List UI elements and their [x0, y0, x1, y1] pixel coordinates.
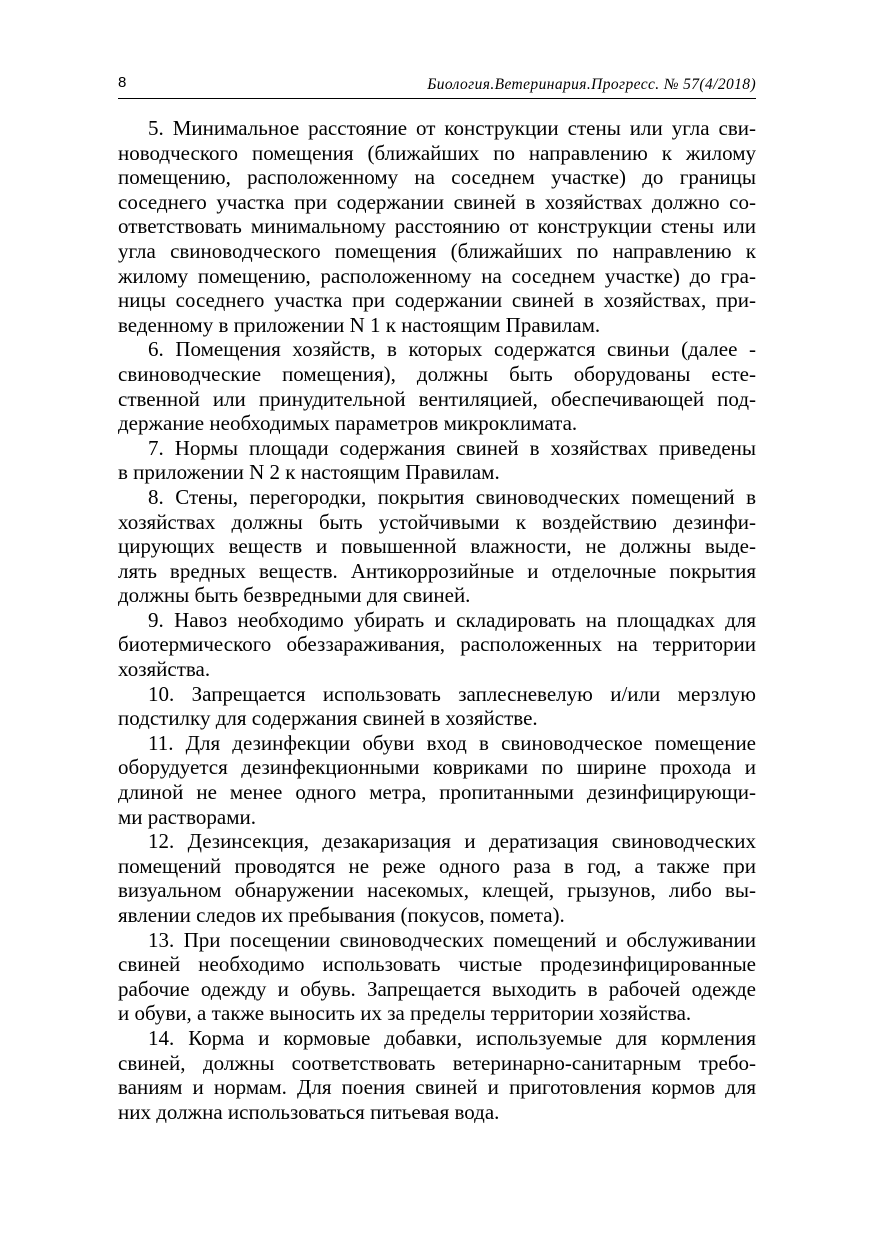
text-line: новодческого помещения (ближайших по направлению к жилому: [118, 140, 756, 165]
text-line: соседнего участка при содержании свиней в хозяйствах должно со-: [118, 189, 756, 214]
paragraph-1: [118, 116, 756, 337]
text-line: ми растворами.: [118, 804, 256, 829]
text-line: 8. Стены, перегородки, покрытия свиноводческих помещений в: [148, 484, 756, 509]
text-line: в приложении N 2 к настоящим Правилам.: [118, 460, 500, 485]
text-line: ницы соседнего участка при содержании свиней в хозяйствах, при-: [118, 288, 756, 313]
text-line: биотермического обеззараживания, расположенных на территории: [118, 632, 756, 657]
text-line: свиней необходимо использовать чистые продезинфицированные: [118, 952, 756, 977]
text-line: рабочие одежду и обувь. Запрещается выходить в рабочей одежде: [118, 976, 756, 1001]
paragraph-9: [118, 928, 756, 1026]
text-line: 5. Минимальное расстояние от конструкции стены или угла сви-: [148, 116, 756, 140]
text-line: и обуви, а также выносить их за пределы территории хозяйства.: [118, 1001, 692, 1026]
text-line: угла свиноводческого помещения (ближайших по направлению к: [118, 238, 756, 263]
text-line: ственной или принудительной вентиляцией, обеспечивающей под-: [118, 386, 756, 411]
text-line: 10. Запрещается использовать заплесневелую и/или мерзлую: [148, 681, 756, 706]
text-line: помещению, расположенному на соседнем участке) до границы: [118, 165, 756, 190]
text-line: подстилку для содержания свиней в хозяйстве.: [118, 706, 538, 731]
paragraph-3: [118, 436, 756, 485]
text-line: должны быть безвредными для свиней.: [118, 583, 471, 608]
text-line: 9. Навоз необходимо убирать и складировать на площадках для: [148, 607, 756, 632]
text-line: цирующих веществ и повышенной влажности, не должны выде-: [118, 534, 756, 559]
text-line: длиной не менее одного метра, пропитанными дезинфицирующи-: [118, 780, 756, 805]
text-line: свиней, должны соответствовать ветеринарно-санитарным требо-: [118, 1050, 756, 1075]
text-line: ответствовать минимальному расстоянию от конструкции стены или: [118, 214, 756, 239]
page-number: 8: [118, 74, 127, 91]
text-line: визуальном обнаружении насекомых, клещей, грызунов, либо вы-: [118, 878, 756, 903]
text-line: 14. Корма и кормовые добавки, используемые для кормления: [148, 1025, 756, 1050]
paragraph-7: [118, 731, 756, 829]
text-line: 13. При посещении свиноводческих помещений и обслуживании: [148, 927, 756, 952]
text-line: держание необходимых параметров микроклимата.: [118, 411, 578, 436]
paragraph-10: [118, 1026, 756, 1124]
text-line: 11. Для дезинфекции обуви вход в свиноводческое помещение: [148, 730, 756, 755]
paragraph-5: [118, 608, 756, 682]
paragraph-4: [118, 485, 756, 608]
text-line: лять вредных веществ. Антикоррозийные и отделочные покрытия: [118, 558, 756, 583]
text-line: 6. Помещения хозяйств, в которых содержатся свиньи (далее -: [148, 337, 756, 362]
text-line: хозяйства.: [118, 657, 211, 682]
paragraph-6: [118, 682, 756, 731]
text-line: явлении следов их пребывания (покусов, помета).: [118, 903, 565, 927]
body-text: [118, 116, 756, 1124]
text-line: жилому помещению, расположенному на соседнем участке) до гра-: [118, 263, 756, 288]
text-line: ваниям и нормам. Для поения свиней и приготовления кормов для: [118, 1075, 756, 1100]
text-line: них должна использоваться питьевая вода.: [118, 1099, 500, 1124]
text-line: оборудуется дезинфекционными ковриками по ширине прохода и: [118, 755, 756, 780]
text-line: 7. Нормы площади содержания свиней в хозяйствах приведены: [148, 435, 756, 460]
journal-title: Биология.Ветеринария.Прогресс. № 57(4/2018): [427, 76, 756, 93]
paragraph-2: [118, 337, 756, 435]
text-line: веденному в приложении N 1 к настоящим Правилам.: [118, 312, 601, 337]
running-header: [118, 72, 756, 99]
text-line: 12. Дезинсекция, дезакаризация и дератизация свиноводческих: [148, 829, 756, 854]
text-line: свиноводческие помещения), должны быть оборудованы есте-: [118, 361, 756, 386]
text-line: хозяйствах должны быть устойчивыми к воздействию дезинфи-: [118, 509, 756, 534]
paragraph-8: [118, 829, 756, 927]
text-line: помещений проводятся не реже одного раза в год, а также при: [118, 853, 756, 878]
